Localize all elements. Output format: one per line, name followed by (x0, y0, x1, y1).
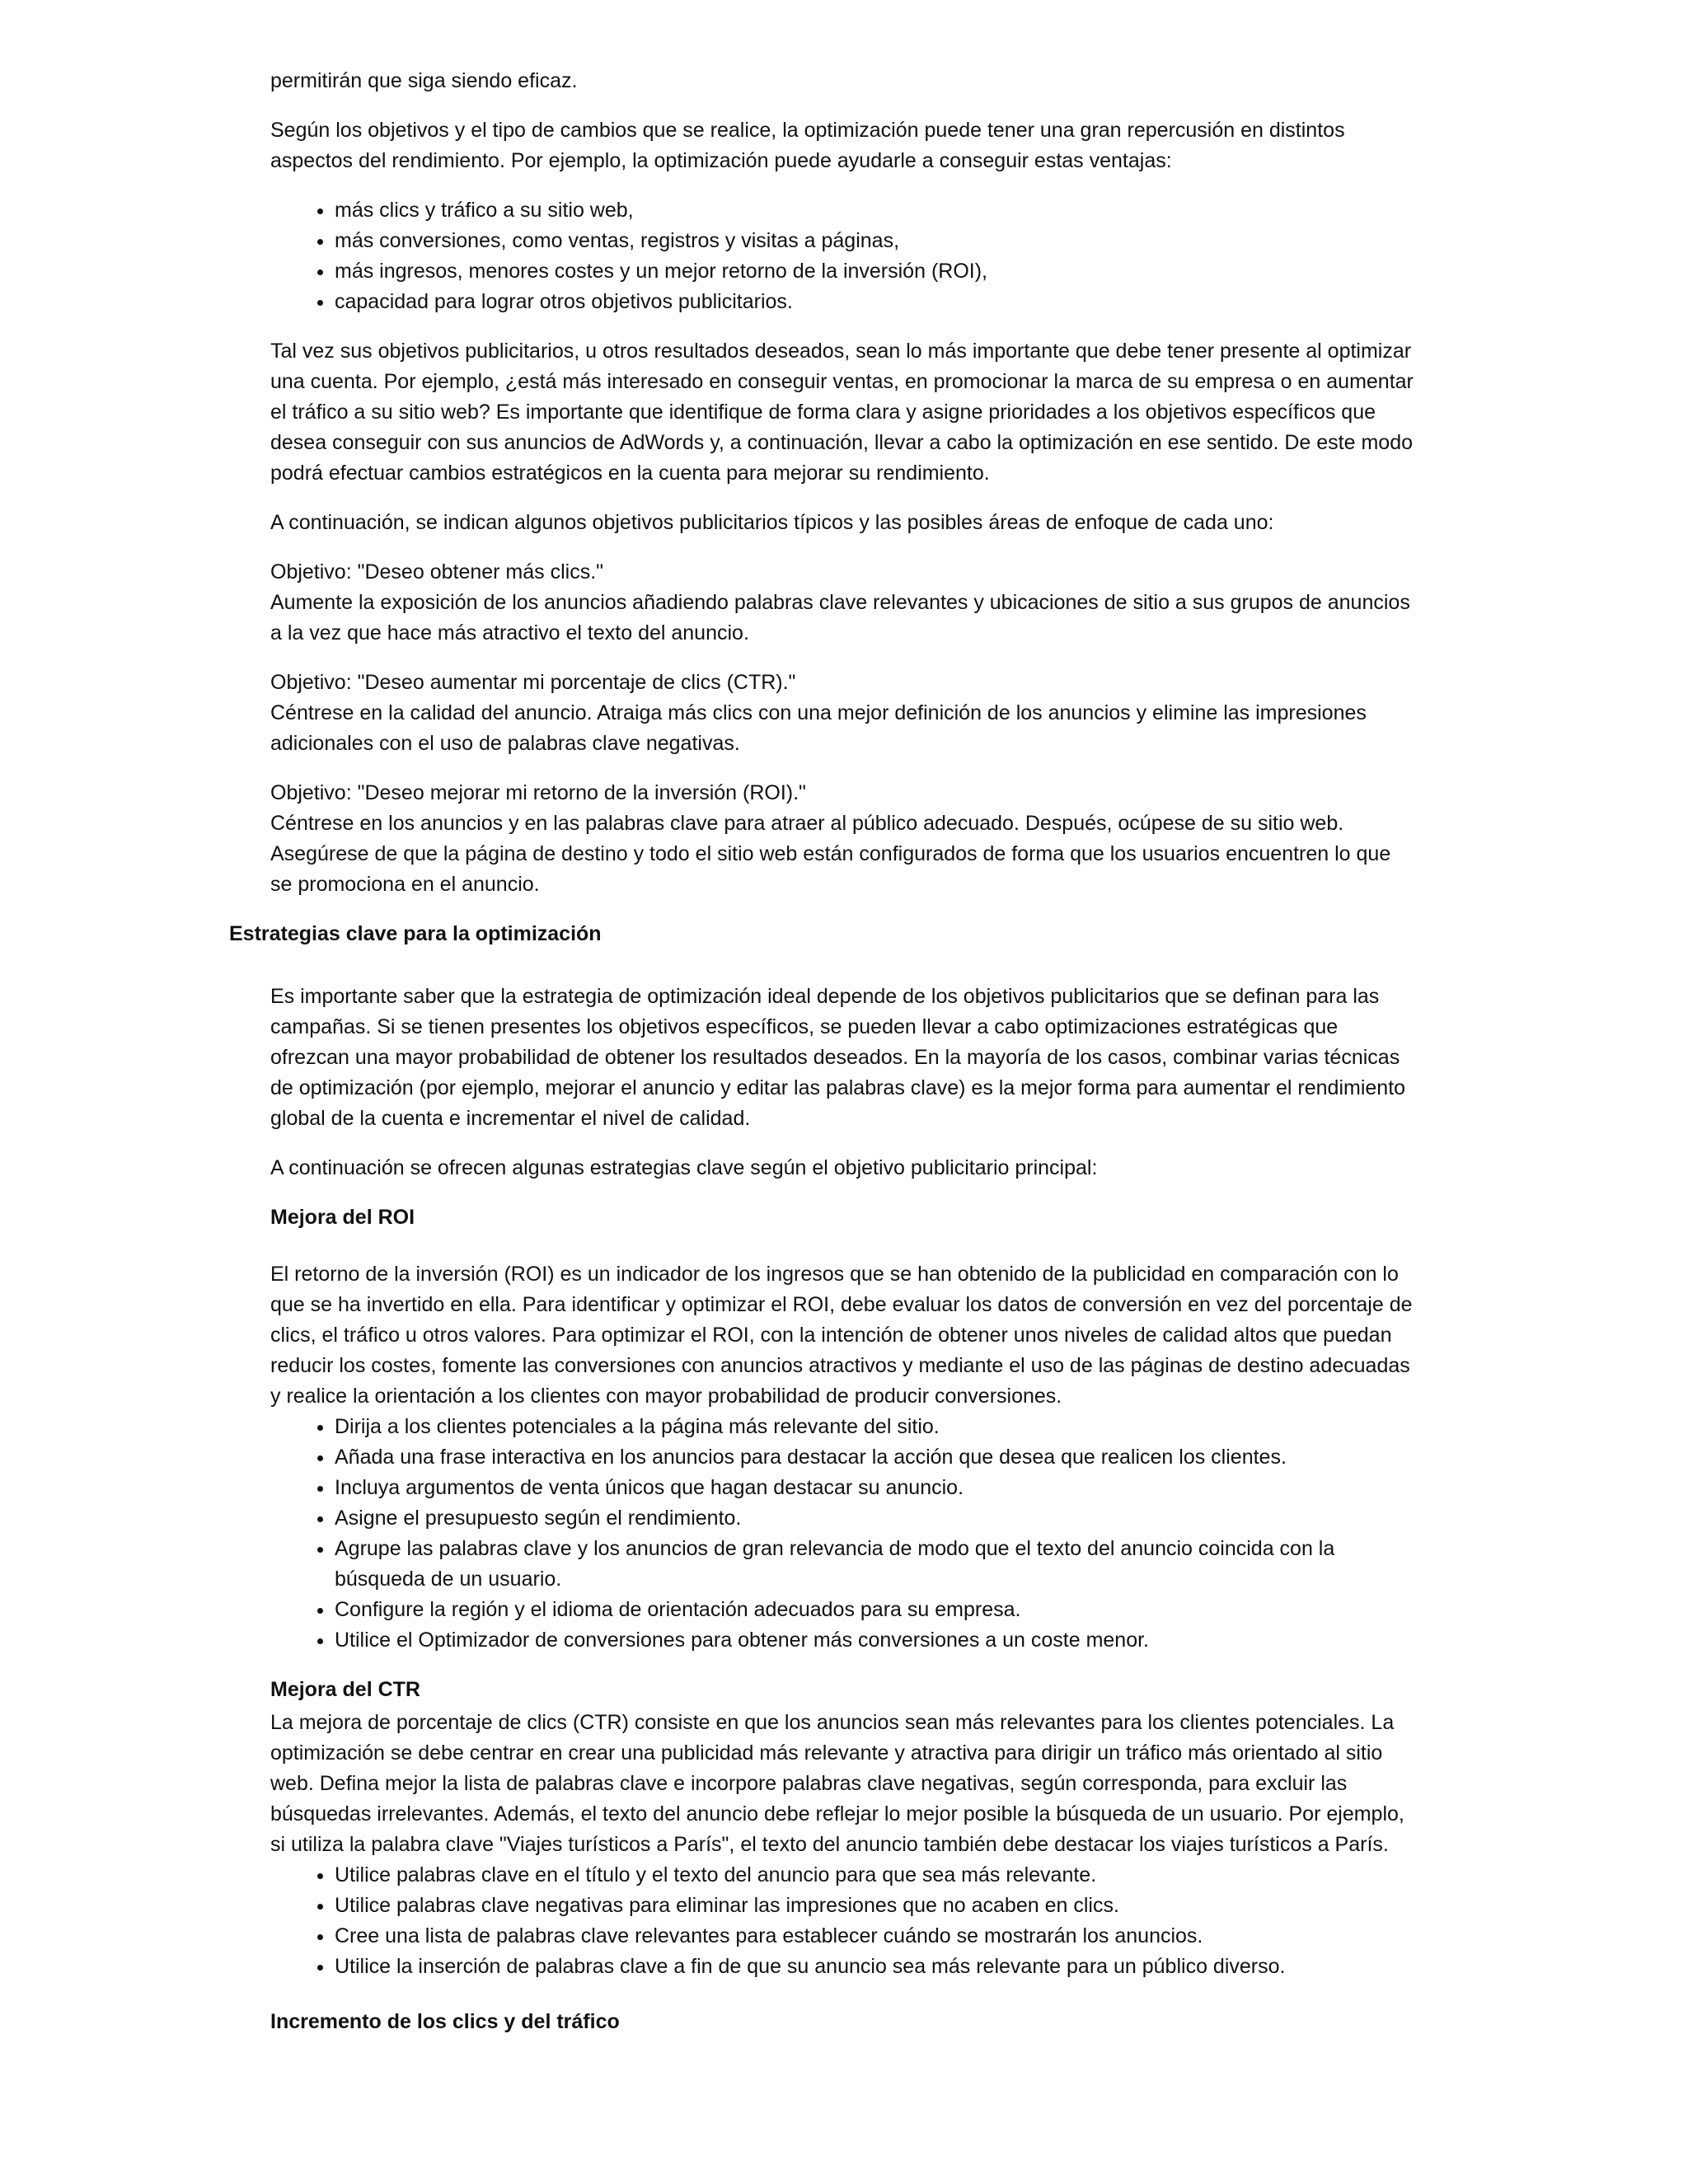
list-item: • Configure la región y el idioma de orientación adecuados para su empresa. (335, 1595, 1416, 1625)
traffic-heading: Incremento de los clics y del tráfico (270, 2010, 620, 2033)
benefits-list (270, 195, 1416, 317)
strategies-section (229, 982, 1416, 2037)
roi-body: El retorno de la inversión (ROI) es un indicador de los ingresos que se han obtenido de la publicidad en comparación con lo que se ha invertido en ella. Para identificar y optimizar el ROI, debe evaluar los datos de conversión en vez del porcentaje de clics, el tráfico u otros valores. Para optimizar el ROI, con la intención de obtener unos niveles de calidad altos que puedan reducir los costes, fomente las conversiones con anuncios atractivos y mediante el uso de las páginas de destino adecuadas y realice la orientación a los clientes con mayor probabilidad de producir conversiones. (270, 1263, 1413, 1408)
objective-advice: Céntrese en la calidad del anuncio. Atraiga más clics con una mejor definición de los anuncios y elimine las impresiones adicionales con el uso de palabras clave negativas. (270, 701, 1367, 755)
roi-list (270, 1412, 1416, 1656)
objective-goal: Objetivo: "Deseo mejorar mi retorno de la inversión (ROI)." (270, 781, 806, 804)
objective-roi (270, 778, 1416, 900)
list-item: • más clics y tráfico a su sitio web, (335, 195, 1416, 226)
objectives-intro: A continuación, se indican algunos objetivos publicitarios típicos y las posibles áreas de enfoque de cada uno: (270, 511, 1274, 534)
list-item: • Dirija a los clientes potenciales a la página más relevante del sitio. (335, 1412, 1416, 1442)
intro-section (229, 66, 1416, 900)
list-item: • Utilice la inserción de palabras clave a fin de que su anuncio sea más relevante para un público diverso. (335, 1952, 1416, 1982)
objective-advice: Céntrese en los anuncios y en las palabras clave para atraer al público adecuado. Después, ocúpese de su sitio web. Asegúrese de que la página de destino y todo el sitio web están configurados de forma que los usuarios encuentren lo que se promociona en el anuncio. (270, 812, 1391, 896)
document-page (229, 66, 1416, 2064)
list-item: • más conversiones, como ventas, registros y visitas a páginas, (335, 226, 1416, 256)
list-item: • capacidad para lograr otros objetivos publicitarios. (335, 287, 1416, 317)
strategies-heading: Estrategias clave para la optimización (229, 922, 602, 945)
strategies-intro: A continuación se ofrecen algunas estrategias clave según el objetivo publicitario principal: (270, 1156, 1098, 1179)
intro-paragraph: Según los objetivos y el tipo de cambios que se realice, la optimización puede tener una gran repercusión en distintos aspectos del rendimiento. Por ejemplo, la optimización puede ayudarle a conseguir estas ventajas: (270, 119, 1345, 172)
objective-advice: Aumente la exposición de los anuncios añadiendo palabras clave relevantes y ubicaciones de sitio a sus grupos de anuncios a la vez que hace más atractivo el texto del anuncio. (270, 591, 1410, 644)
list-item: • Asigne el presupuesto según el rendimiento. (335, 1503, 1416, 1534)
objective-ctr (270, 668, 1416, 759)
list-item: • Utilice el Optimizador de conversiones para obtener más conversiones a un coste menor. (335, 1625, 1416, 1656)
objective-goal: Objetivo: "Deseo aumentar mi porcentaje de clics (CTR)." (270, 671, 796, 694)
objective-clicks (270, 557, 1416, 649)
list-item: • Utilice palabras clave en el título y el texto del anuncio para que sea más relevante. (335, 1860, 1416, 1891)
ctr-heading: Mejora del CTR (270, 1678, 420, 1701)
goals-paragraph: Tal vez sus objetivos publicitarios, u otros resultados deseados, sean lo más importante que debe tener presente al optimizar una cuenta. Por ejemplo, ¿está más interesado en conseguir ventas, en promocionar la marca de su empresa o en aumentar el tráfico a su sitio web? Es importante que identifique de forma clara y asigne prioridades a los objetivos específicos que desea conseguir con sus anuncios de AdWords y, a continuación, llevar a cabo la optimización en ese sentido. De este modo podrá efectuar cambios estratégicos en la cuenta para mejorar su rendimiento. (270, 340, 1414, 485)
roi-heading: Mejora del ROI (270, 1206, 415, 1229)
list-item: • Añada una frase interactiva en los anuncios para destacar la acción que desea que realicen los clientes. (335, 1442, 1416, 1473)
list-item: • Cree una lista de palabras clave relevantes para establecer cuándo se mostrarán los anuncios. (335, 1921, 1416, 1952)
list-item: • Agrupe las palabras clave y los anuncios de gran relevancia de modo que el texto del anuncio coincida con la búsqueda de un usuario. (335, 1534, 1416, 1595)
list-item: • Utilice palabras clave negativas para eliminar las impresiones que no acaben en clics. (335, 1891, 1416, 1921)
ctr-body: La mejora de porcentaje de clics (CTR) consiste en que los anuncios sean más relevantes para los clientes potenciales. La optimización se debe centrar en crear una publicidad más relevante y atractiva para dirigir un tráfico más orientado al sitio web. Defina mejor la lista de palabras clave e incorpore palabras clave negativas, según corresponda, para excluir las búsquedas irrelevantes. Además, el texto del anuncio debe reflejar lo mejor posible la búsqueda de un usuario. Por ejemplo, si utiliza la palabra clave "Viajes turísticos a París", el texto del anuncio también debe destacar los viajes turísticos a París. (270, 1711, 1404, 1856)
objective-goal: Objetivo: "Deseo obtener más clics." (270, 560, 604, 583)
lead-line: permitirán que siga siendo eficaz. (270, 69, 578, 92)
strategies-paragraph: Es importante saber que la estrategia de optimización ideal depende de los objetivos publicitarios que se definan para las campañas. Si se tienen presentes los objetivos específicos, se pueden llevar a cabo optimizaciones estratégicas que ofrezcan una mayor probabilidad de obtener los resultados deseados. En la mayoría de los casos, combinar varias técnicas de optimización (por ejemplo, mejorar el anuncio y editar las palabras clave) es la mejor forma para aumentar el rendimiento global de la cuenta e incrementar el nivel de calidad. (270, 985, 1406, 1130)
ctr-list (270, 1860, 1416, 1982)
list-item: • más ingresos, menores costes y un mejor retorno de la inversión (ROI), (335, 256, 1416, 287)
list-item: • Incluya argumentos de venta únicos que hagan destacar su anuncio. (335, 1473, 1416, 1503)
